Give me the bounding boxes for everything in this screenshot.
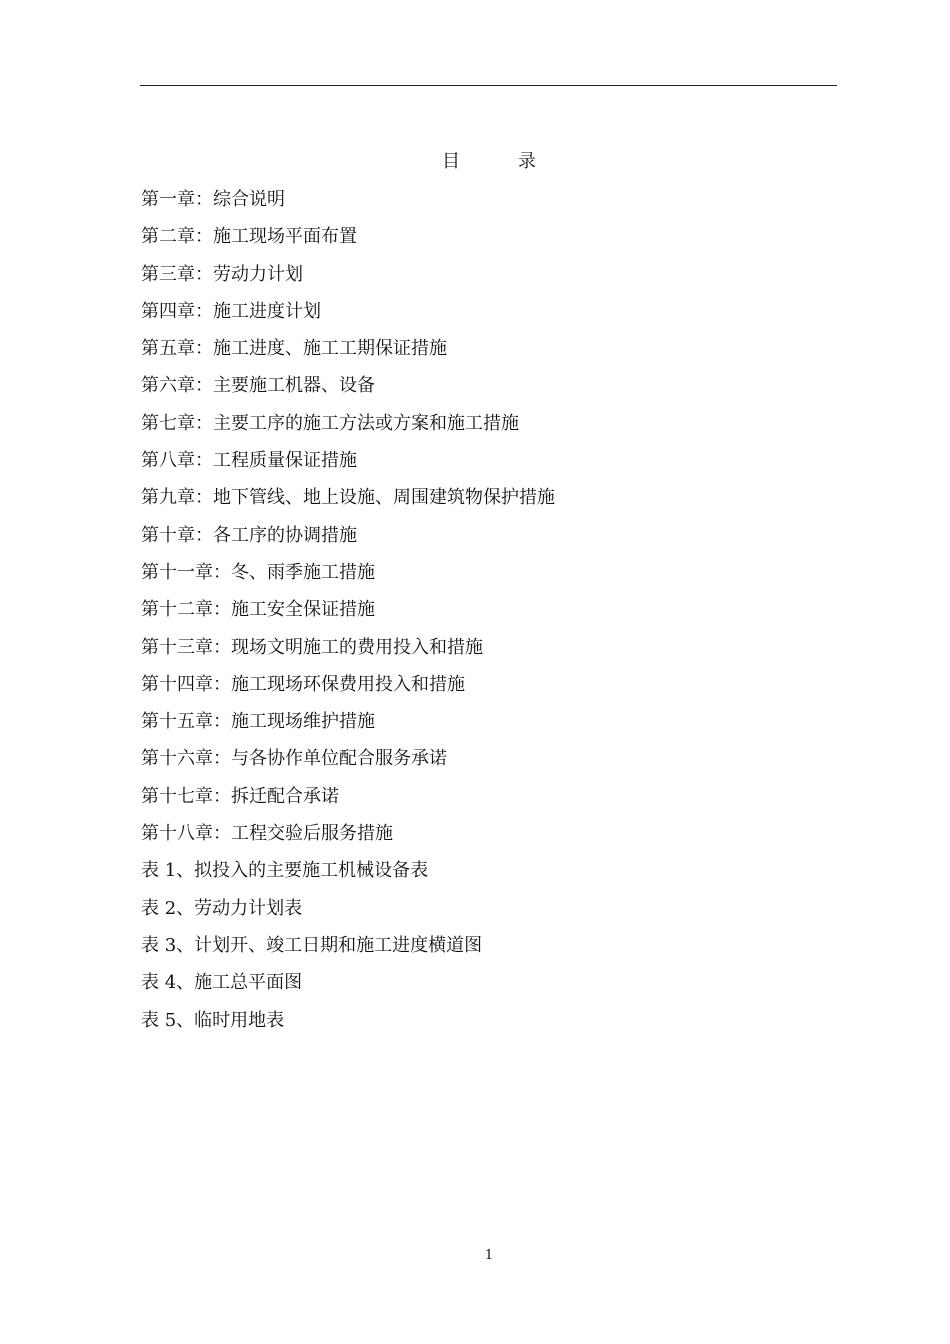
toc-entry: 第六章：主要施工机器、设备 <box>141 375 375 397</box>
toc-title <box>0 150 950 174</box>
toc-entry: 表 3、计划开、竣工日期和施工进度横道图 <box>141 934 483 956</box>
toc-entry: 第五章：施工进度、施工工期保证措施 <box>141 338 447 360</box>
toc-entry: 第十章：各工序的协调措施 <box>141 524 357 546</box>
toc-entry: 表 2、劳动力计划表 <box>141 897 303 919</box>
toc-entry: 第七章：主要工序的施工方法或方案和施工措施 <box>141 412 519 434</box>
toc-entry: 第八章：工程质量保证措施 <box>141 450 357 472</box>
toc-entry: 第十一章：冬、雨季施工措施 <box>141 561 375 583</box>
toc-entry: 第十六章：与各协作单位配合服务承诺 <box>141 748 447 770</box>
toc-entry: 第十四章：施工现场环保费用投入和措施 <box>141 673 465 695</box>
toc-entry: 表 1、拟投入的主要施工机械设备表 <box>141 860 429 882</box>
toc-entry: 第四章：施工进度计划 <box>141 300 321 322</box>
toc-entry: 表 5、临时用地表 <box>141 1009 285 1031</box>
toc-entry: 第十七章：拆迁配合承诺 <box>141 785 339 807</box>
header-rule <box>140 85 837 86</box>
toc-entry: 第一章：综合说明 <box>141 189 285 210</box>
toc-entry: 第十二章：施工安全保证措施 <box>141 599 375 621</box>
toc-entry: 第十八章：工程交验后服务措施 <box>141 823 393 845</box>
toc-entry: 第十五章：施工现场维护措施 <box>141 711 375 733</box>
toc-entry: 第三章：劳动力计划 <box>141 263 303 285</box>
page-number: 1 <box>484 1248 494 1263</box>
toc-title-first-char: 目 <box>442 151 460 172</box>
toc-entry: 第二章：施工现场平面布置 <box>141 226 357 248</box>
toc-list <box>141 188 555 1046</box>
toc-entry: 第九章：地下管线、地上设施、周围建筑物保护措施 <box>141 487 555 509</box>
toc-title-second-char: 录 <box>518 151 536 172</box>
toc-entry: 表 4、施工总平面图 <box>141 972 303 994</box>
toc-entry: 第十三章：现场文明施工的费用投入和措施 <box>141 636 483 658</box>
